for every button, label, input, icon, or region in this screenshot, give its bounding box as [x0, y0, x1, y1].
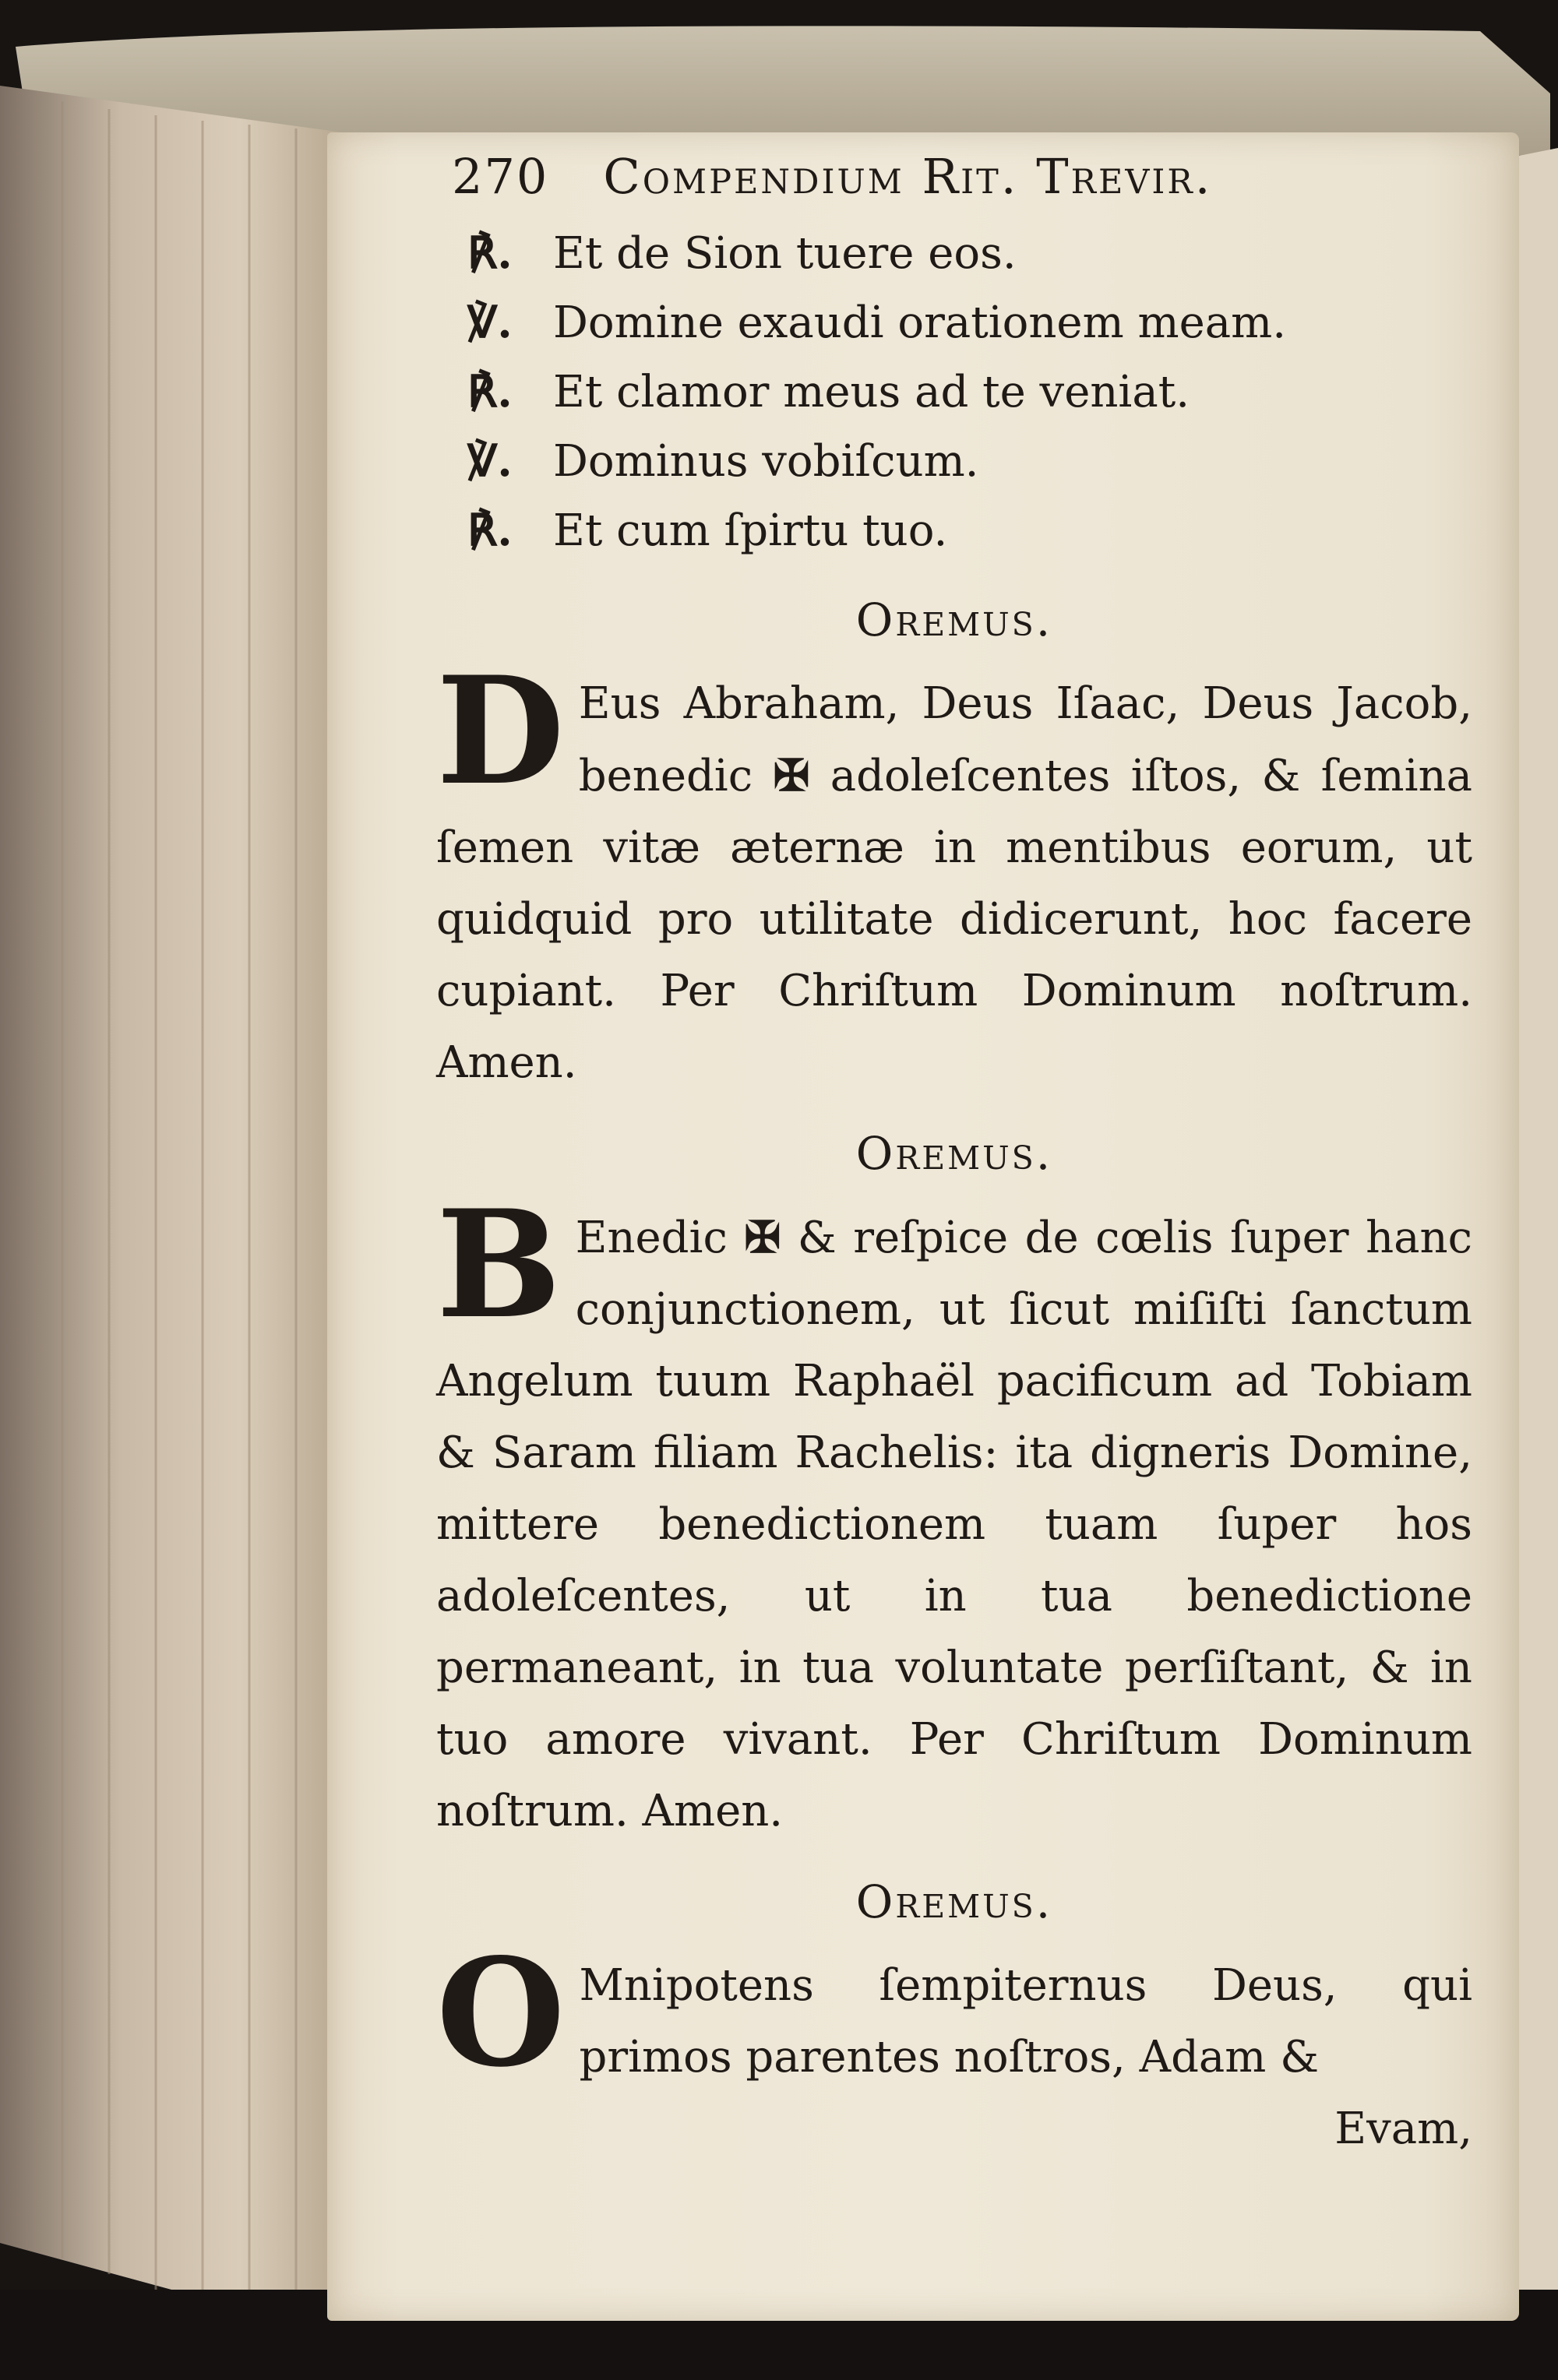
catchword: Evam, [1334, 2104, 1472, 2154]
prayer-heading: Oremus. [855, 1127, 1053, 1180]
versicle-symbol: ℣. [467, 435, 513, 487]
response-symbol: ℟. [467, 227, 513, 279]
versicle-line [467, 288, 1472, 357]
blessing-cross-icon: ✠ [744, 1212, 781, 1263]
prayer-text: adoleſcentes iſtos, & ſemina ſemen vitæ æternæ in mentibus eorum, ut quidquid pro utilitate didicerunt, hoc facere cupiant. Per Chriſtum Dominum noſtrum. Amen. [436, 751, 1472, 1088]
versicle-text: Et clamor meus ad te veniat. [553, 367, 1190, 417]
drop-cap: O [436, 1926, 566, 2100]
versicle-symbol: ℣. [467, 297, 513, 348]
versicle-text: Domine exaudi orationem meam. [553, 298, 1287, 348]
versicle-text: Et de Sion tuere eos. [553, 228, 1017, 279]
prayer-paragraph [436, 1178, 1472, 1847]
page-text-block [436, 148, 1472, 2165]
prayer-text: & reſpice de cœlis ſuper hanc conjunctionem, ut ſicut miſiſti ſanctum Angelum tuum Raphaël pacificum ad Tobiam & Saram filiam Rachelis: ita digneris Domine, mittere benedictionem tuam ſuper hos adoleſcentes, ut in tua benedictione permaneant, in tua voluntate perſiſtant, & in tuo amore vivant. Per Chriſtum Dominum noſtrum. Amen. [436, 1213, 1472, 1836]
response-symbol: ℟. [467, 505, 513, 556]
versicle-list [436, 219, 1472, 565]
prayer-text: Mnipotens ſempiternus Deus, qui primos parentes noſtros, Adam & [579, 1960, 1472, 2082]
drop-cap: B [436, 1178, 562, 1351]
versicle-text: Et cum ſpirtu tuo. [553, 505, 948, 556]
versicle-text: Dominus vobiſcum. [553, 436, 979, 487]
prayer-heading: Oremus. [855, 593, 1053, 646]
drop-cap: D [436, 644, 565, 818]
running-title: Compendium Rit. Trevir. [603, 148, 1213, 205]
versicle-line [467, 357, 1472, 427]
running-header [452, 148, 1472, 205]
versicle-line [467, 219, 1472, 288]
prayer-paragraph [436, 644, 1472, 1099]
versicle-line [467, 427, 1472, 496]
blessing-cross-icon: ✠ [773, 750, 810, 801]
page-number: 270 [452, 148, 549, 205]
page-block-edge [0, 86, 343, 2336]
prayer-text: Enedic [575, 1213, 728, 1263]
response-symbol: ℟. [467, 366, 513, 417]
facing-page-sliver [1519, 148, 1558, 2313]
prayer-text: Eus Abraham, Deus Iſaac, Deus Jacob, benedic [578, 678, 1472, 801]
prayer-heading: Oremus. [855, 1875, 1053, 1928]
prayer-paragraph [436, 1926, 1472, 2100]
versicle-line [467, 496, 1472, 565]
